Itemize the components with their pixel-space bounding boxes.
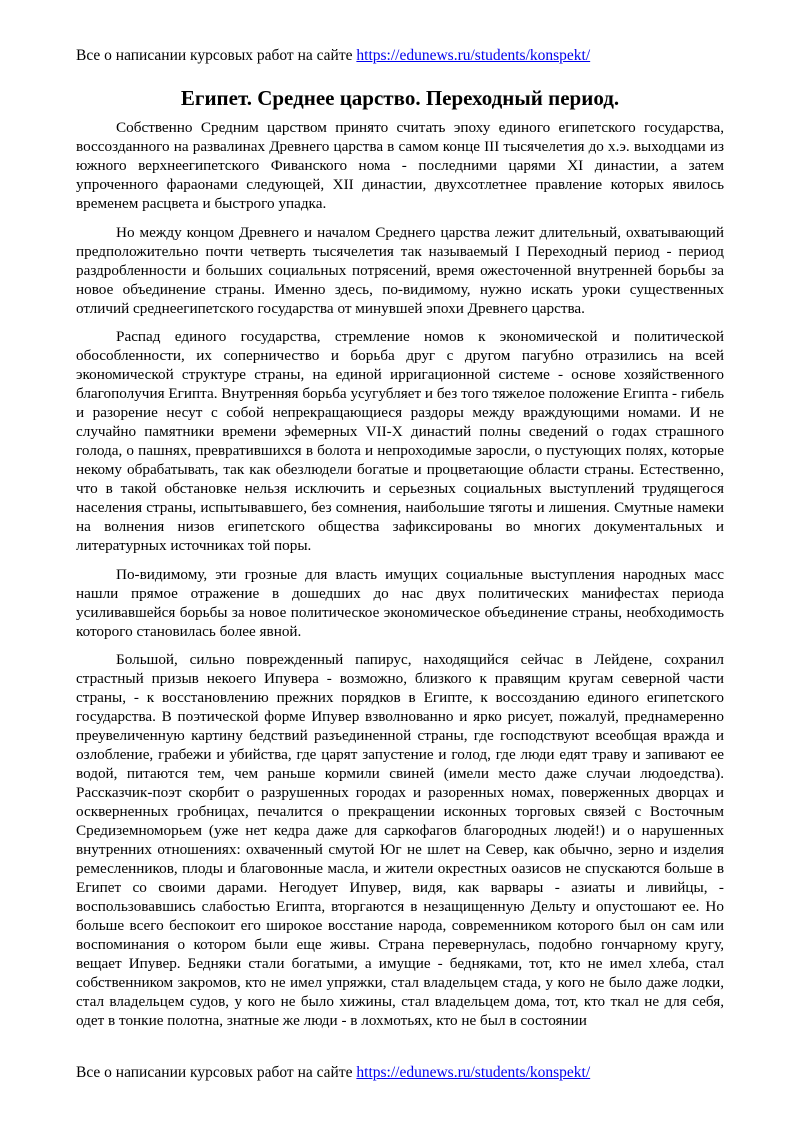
- footer-text: Все о написании курсовых работ на сайте: [76, 1064, 357, 1081]
- header-link[interactable]: https://edunews.ru/students/konspekt/: [356, 47, 591, 64]
- document-title: Египет. Среднее царство. Переходный период.: [180, 86, 620, 110]
- paragraph-2: Но между концом Древнего и началом Среднего царства лежит длительный, охватывающий предположительно почти четверть тысячелетия так называемый I Переходный период - период раздробленности и больших социальных потрясений, время ожесточенной внутренней борьбы за новое объединение страны. Именно здесь, по-видимому, нужно искать уроки существенных отличий среднеегипетского государства от минувшей эпохи Древнего царства.: [76, 223, 724, 317]
- paragraph-1: Собственно Средним царством принято считать эпоху единого египетского государства, воссозданного на развалинах Древнего царства в самом конце III тысячелетия до х.э. выходцами из южного верхнеегипетского Фиванского нома - последними царями XI династии, а затем упроченного фараонами следующей, XII династии, двухсотлетнее правление которых явилось временем расцвета и быстрого упадка.: [76, 119, 724, 212]
- header-text: Все о написании курсовых работ на сайте: [76, 47, 357, 64]
- paragraph-5: Большой, сильно поврежденный папирус, находящийся сейчас в Лейдене, сохранил страстный призыв некоего Ипувера - возможно, близкого к правящим кругам северной части страны, - к восстановлению прежних порядков в Египте, к воссозданию единого египетского государства. В поэтической форме Ипувер взволнованно и ярко рисует, пожалуй, преднамеренно преувеличенную картину бедствий разъединенной страны, где господствуют всеобщая вражда и озлобление, грабежи и убийства, где царят запустение и голод, где люди едят траву и запивают ее водой, питаются тем, чем раньше кормили свиней (имели место даже случаи людоедства). Рассказчик-поэт скорбит о разрушенных городах и разоренных номах, поверженных дворцах и оскверненных гробницах, печалится о прекращении исконных торговых связей с Восточным Средиземноморьем (уже нет кедра даже для саркофагов благородных людей!) и о нарушенных внутренних отношениях: охваченный смутой Юг не шлет на Север, как обычно, зерно и изделия ремесленников, плоды и благовонные масла, и жители окрестных оазисов не спускаются больше в Египет со своими дарами. Негодует Ипувер, видя, как варвары - азиаты и ливийцы, - воспользовавшись слабостью Египта, вторгаются в незащищенную Дельту и опустошают ее. Но больше всего беспокоит его широкое восстание народа, современником которого был он сам или воспоминания о котором были еще живы. Страна перевернулась, подобно гончарному кругу, вещает Ипувер. Бедняки стали богатыми, а имущие - бедняками, тот, кто не имел хлеба, стал собственником закромов, кто не имел упряжки, стал владельцем стада, у кого не было даже лодки, стал владельцем судов, у кого не было хижины, стал владельцем дома, тот, кто ткал не для себя, одет в тонкие полотна, знатные же люди - в лохмотьях, кто не был в состоянии: [76, 651, 724, 1029]
- page-footer: [76, 1063, 590, 1083]
- paragraph-4: По-видимому, эти грозные для власть имущих социальные выступления народных масс нашли прямое отражение в дошедших до нас двух политических манифестах периода усиливавшейся борьбы за новое политическое экономическое объединение страны, необходимость которого становилась более явной.: [76, 565, 724, 640]
- document-body: [76, 118, 724, 1040]
- page-header: [76, 46, 590, 66]
- paragraph-3: Распад единого государства, стремление номов к экономической и политической обособленности, их соперничество и борьба друг с другом пагубно отразились на всей экономической структуре страны, на единой ирригационной системе - основе хозяйственного благополучия Египта. Внутренняя борьба усугубляет и без того тяжелое положение Египта - гибель и разорение несут с собой непрекращающиеся раздоры между враждующими номами. И не случайно памятники времени эфемерных VII-X династий полны сведений о годах страшного голода, о пашнях, превратившихся в болота и непроходимые заросли, о пустующих полях, которые некому обрабатывать, так как обезлюдели богатые и процветающие области страны. Естественно, что в такой обстановке нельзя исключить и серьезных социальных выступлений трудящегося населения страны, испытывавшего, без сомнения, наибольшие тяготы и лишения. Смутные намеки на волнения низов египетского общества зафиксированы во многих документальных и литературных источниках той поры.: [76, 328, 724, 554]
- footer-link[interactable]: https://edunews.ru/students/konspekt/: [356, 1064, 591, 1081]
